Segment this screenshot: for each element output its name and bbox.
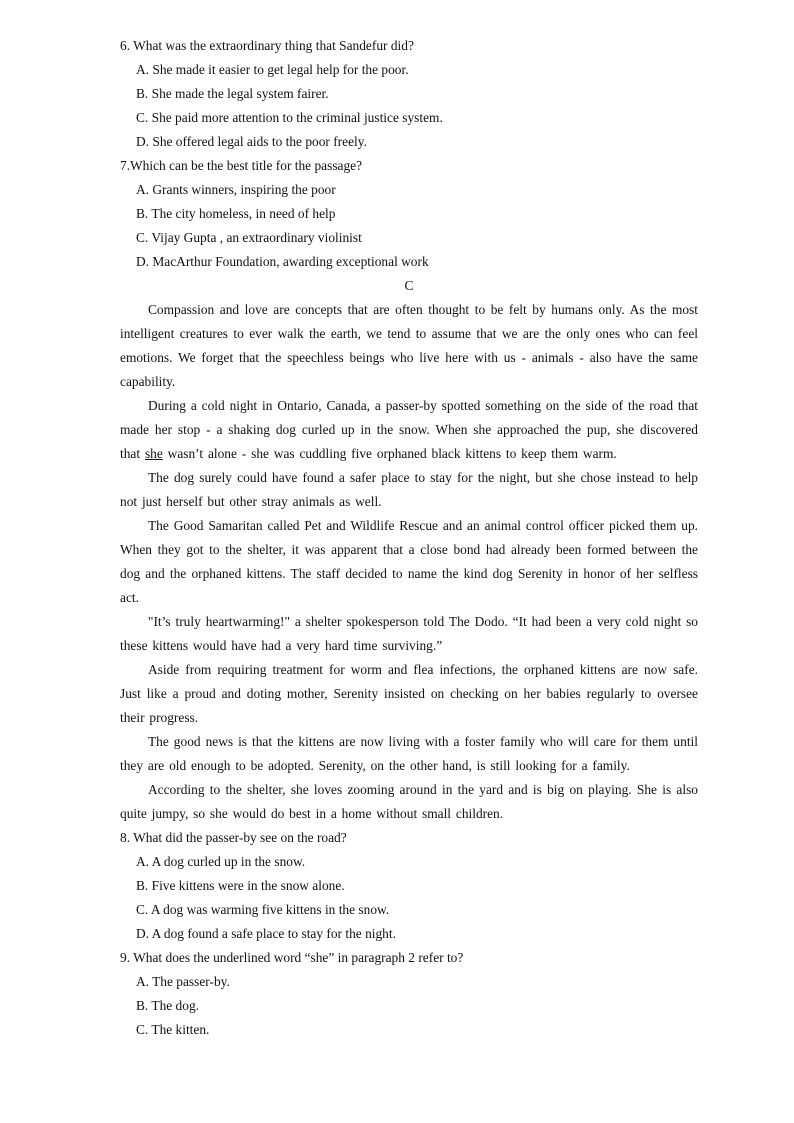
option-c: C. The kitten. <box>136 1022 210 1037</box>
section-heading: C <box>404 278 414 293</box>
option-c: C. She paid more attention to the criminal justice system. <box>136 110 443 125</box>
paragraph-4: The Good Samaritan called Pet and Wildlife Rescue and an animal control officer picked them up. When they got to the shelter, it was apparent that a close bond had already been formed between the dog and the orphaned kittens. The staff decided to name the kind dog Serenity in honor of her selfless act. <box>120 518 698 605</box>
option-d: D. She offered legal aids to the poor freely. <box>136 134 367 149</box>
reading-passage <box>120 298 698 826</box>
paragraph-7: The good news is that the kittens are now living with a foster family who will care for them until they are old enough to be adopted. Serenity, on the other hand, is still looking for a family. <box>120 734 698 773</box>
paragraph-1: Compassion and love are concepts that are often thought to be felt by humans only. As the most intelligent creatures to ever walk the earth, we tend to assume that we are the only ones who can feel emotions. We forget that the speechless beings who live here with us - animals - also have the same capability. <box>120 302 698 389</box>
option-c: C. A dog was warming five kittens in the snow. <box>136 902 390 917</box>
question-stem: 9. What does the underlined word “she” in paragraph 2 refer to? <box>120 950 464 965</box>
question-6 <box>120 34 698 154</box>
option-c: C. Vijay Gupta , an extraordinary violinist <box>136 230 362 245</box>
option-a: A. The passer-by. <box>136 974 230 989</box>
question-stem: 8. What did the passer-by see on the road? <box>120 830 347 845</box>
document-page <box>120 34 698 1042</box>
paragraph-3: The dog surely could have found a safer place to stay for the night, but she chose instead to help not just herself but other stray animals as well. <box>120 470 698 509</box>
option-b: B. The dog. <box>136 998 199 1013</box>
question-7 <box>120 154 698 274</box>
paragraph-2-text-start: During a cold night in Ontario, Canada, a passer-by spotted something on the side of the road that made her stop - a shaking dog curled up in the snow. When she approached the pup, she discovered that <box>120 398 698 461</box>
option-b: B. Five kittens were in the snow alone. <box>136 878 345 893</box>
paragraph-2-text-end: wasn’t alone - she was cuddling five orphaned black kittens to keep them warm. <box>162 446 617 461</box>
underlined-word: she <box>144 446 163 461</box>
option-b: B. The city homeless, in need of help <box>136 206 336 221</box>
paragraph-6: Aside from requiring treatment for worm and flea infections, the orphaned kittens are now safe. Just like a proud and doting mother, Serenity insisted on checking on her babies regularly to oversee their progress. <box>120 662 698 725</box>
option-d: D. MacArthur Foundation, awarding exceptional work <box>136 254 429 269</box>
question-9 <box>120 946 698 1042</box>
paragraph-2 <box>120 394 698 466</box>
paragraph-5: "It’s truly heartwarming!" a shelter spokesperson told The Dodo. “It had been a very cold night so these kittens would have had a very hard time surviving.” <box>120 614 698 653</box>
question-stem: 6. What was the extraordinary thing that Sandefur did? <box>120 38 414 53</box>
option-a: A. A dog curled up in the snow. <box>136 854 306 869</box>
paragraph-8: According to the shelter, she loves zooming around in the yard and is big on playing. She is also quite jumpy, so she would do best in a home without small children. <box>120 782 698 821</box>
option-b: B. She made the legal system fairer. <box>136 86 329 101</box>
option-d: D. A dog found a safe place to stay for the night. <box>136 926 396 941</box>
option-a: A. She made it easier to get legal help for the poor. <box>136 62 409 77</box>
option-a: A. Grants winners, inspiring the poor <box>136 182 336 197</box>
question-stem: 7.Which can be the best title for the passage? <box>120 158 363 173</box>
question-8 <box>120 826 698 946</box>
